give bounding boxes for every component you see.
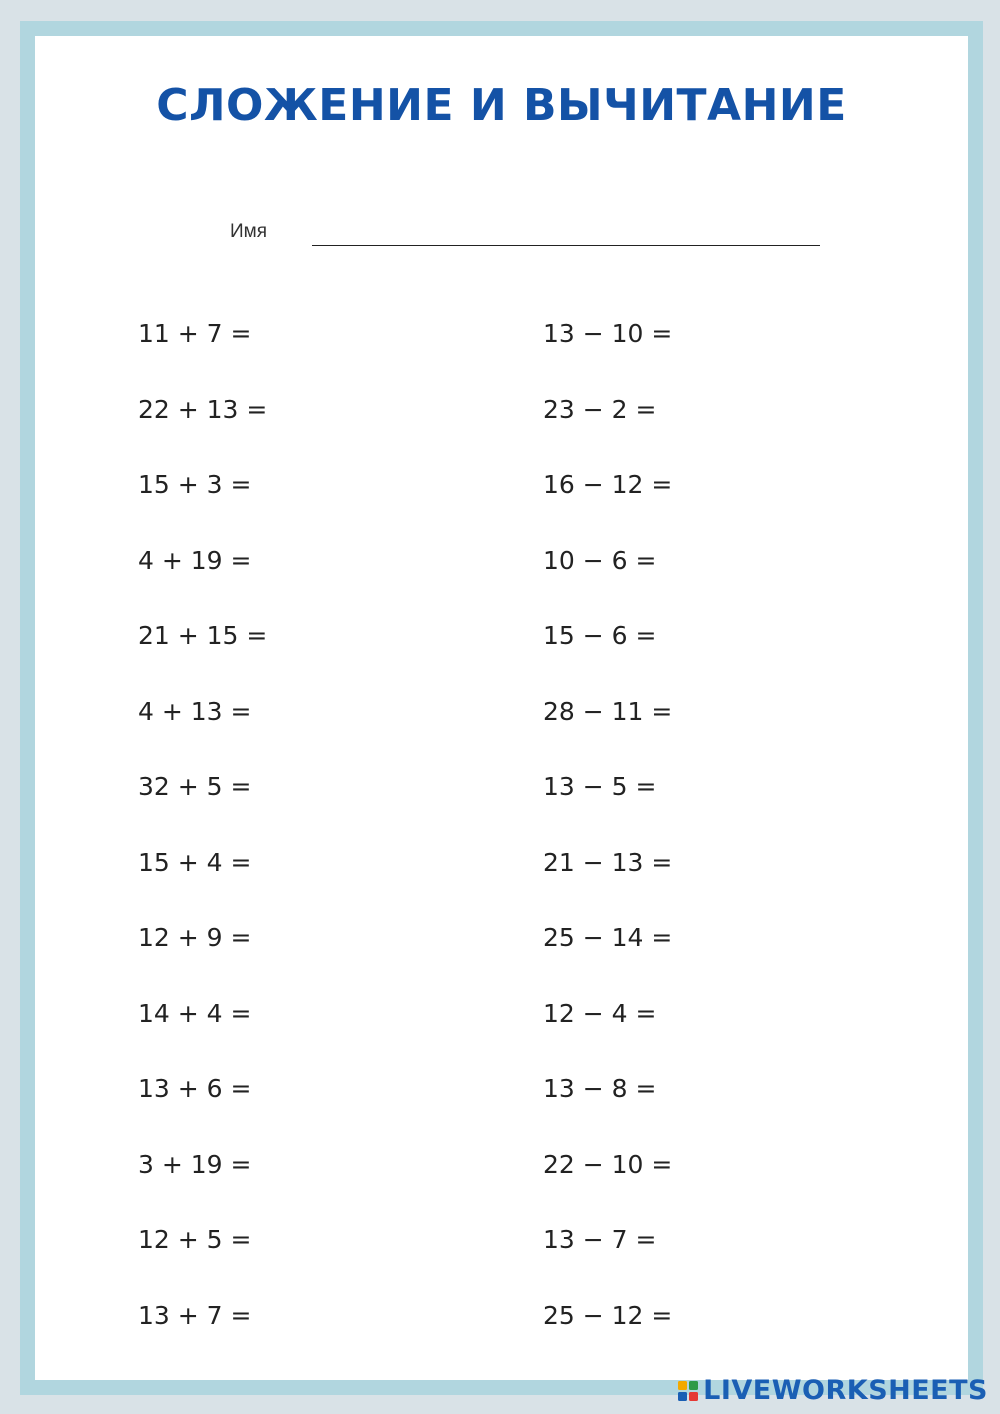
subtraction-problem: 25 − 14 = (543, 923, 673, 952)
addition-problem: 32 + 5 = (138, 772, 252, 801)
name-input-line[interactable] (312, 245, 820, 246)
subtraction-problem: 12 − 4 = (543, 998, 657, 1028)
subtraction-problem: 13 − 10 = (543, 319, 673, 348)
liveworksheets-logo-icon (678, 1381, 698, 1401)
addition-problem: 12 + 5 = (138, 1225, 252, 1254)
addition-column (138, 319, 438, 1376)
subtraction-problem: 13 − 8 = (543, 1074, 657, 1103)
addition-problem: 4 + 19 = (138, 545, 252, 575)
subtraction-problem: 13 − 5 = (543, 772, 657, 801)
subtraction-problem: 22 − 10 = (543, 1149, 673, 1179)
subtraction-problem: 16 − 12 = (543, 470, 673, 499)
subtraction-problem: 13 − 7 = (543, 1225, 657, 1254)
subtraction-problem: 10 − 6 = (543, 545, 657, 575)
liveworksheets-logo-text: LIVEWORKSHEETS (703, 1375, 988, 1406)
logo-square-yellow (678, 1381, 687, 1390)
addition-problem: 15 + 4 = (138, 847, 252, 877)
addition-problem: 21 + 15 = (138, 621, 268, 650)
addition-problem: 13 + 6 = (138, 1074, 252, 1103)
subtraction-problem: 25 − 12 = (543, 1300, 673, 1330)
subtraction-problem: 21 − 13 = (543, 847, 673, 877)
addition-problem: 14 + 4 = (138, 998, 252, 1028)
subtraction-problem: 15 − 6 = (543, 621, 657, 650)
worksheet-page (20, 21, 983, 1395)
addition-problem: 22 + 13 = (138, 394, 268, 424)
logo-square-green (689, 1381, 698, 1390)
addition-problem: 3 + 19 = (138, 1149, 252, 1179)
liveworksheets-logo[interactable] (678, 1377, 988, 1404)
logo-square-blue (678, 1392, 687, 1401)
name-label: Имя (230, 221, 268, 242)
addition-problem: 4 + 13 = (138, 696, 252, 726)
page-title: СЛОЖЕНИЕ И ВЫЧИТАНИЕ (156, 80, 847, 131)
addition-problem: 12 + 9 = (138, 923, 252, 952)
subtraction-problem: 23 − 2 = (543, 394, 657, 424)
addition-problem: 13 + 7 = (138, 1300, 252, 1330)
addition-problem: 11 + 7 = (138, 319, 252, 348)
addition-problem: 15 + 3 = (138, 470, 252, 499)
logo-square-red (689, 1392, 698, 1401)
subtraction-column (543, 319, 843, 1376)
subtraction-problem: 28 − 11 = (543, 696, 673, 726)
